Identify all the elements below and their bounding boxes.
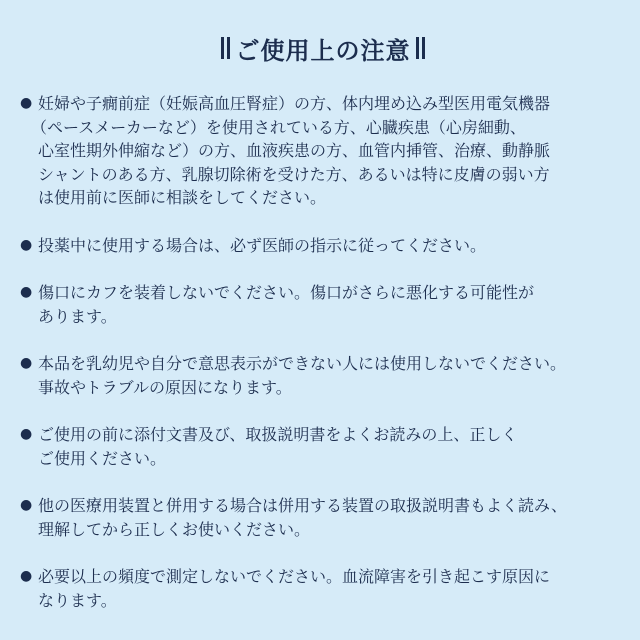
bullet-icon: ● [20,426,33,442]
bullet-icon: ● [20,497,33,513]
notice-item [20,234,626,258]
notice-line: 心室性期外伸縮など）の方、血液疾患の方、血管内挿管、治療、動静脈 [38,141,551,160]
title-left-bars [220,37,232,59]
title-row [20,28,626,68]
notice-line: （ペースメーカーなど）を使用されている方、心臓疾患（心房細動、 [31,117,526,137]
notice-line: は使用前に医師に相談をしてください。 [38,188,327,207]
bullet-icon: ● [20,236,33,253]
notice-line: ご使用ください。 [38,448,167,468]
notice-item [20,352,626,399]
notice-line: 傷口にカフを装着しないでください。傷口がさらに悪化する可能性が [38,283,535,302]
notice-line: 理解してから正しくお使いください。 [38,519,311,539]
bullet-icon: ● [20,568,33,584]
notice-line: ご使用の前に添付文書及び、取扱説明書をよくお読みの上、正しく [38,425,518,444]
notice-line: 妊婦や子癇前症（妊娠高血圧腎症）の方、体内埋め込み型医用電気機器 [38,94,551,113]
page-title: ご使用上の注意 [235,36,411,65]
notice-line: シャントのある方、乳腺切除術を受けた方、あるいは特に皮膚の弱い方 [38,164,550,184]
notice-item [20,92,626,210]
title-right-bars [415,37,427,59]
notice-item [20,565,626,612]
notice-line: なります。 [38,590,117,610]
notice-item [20,423,626,470]
notice-line: 事故やトラブルの原因になります。 [38,377,292,397]
notice-list [20,92,626,612]
notice-line: 本品を乳幼児や自分で意思表示ができない人には使用しないでください。 [38,354,567,373]
notice-item [20,281,626,328]
notice-line: 他の医療用装置と併用する場合は併用する装置の取扱説明書もよく読み、 [38,496,567,515]
bullet-icon: ● [20,284,33,300]
notice-line: あります。 [38,306,117,326]
notice-item [20,494,626,541]
bullet-icon: ● [20,355,33,371]
bullet-icon: ● [20,95,33,111]
notice-line: 投薬中に使用する場合は、必ず医師の指示に従ってください。 [38,235,487,255]
notice-line: 必要以上の頻度で測定しないでください。血流障害を引き起こす原因に [38,567,551,586]
